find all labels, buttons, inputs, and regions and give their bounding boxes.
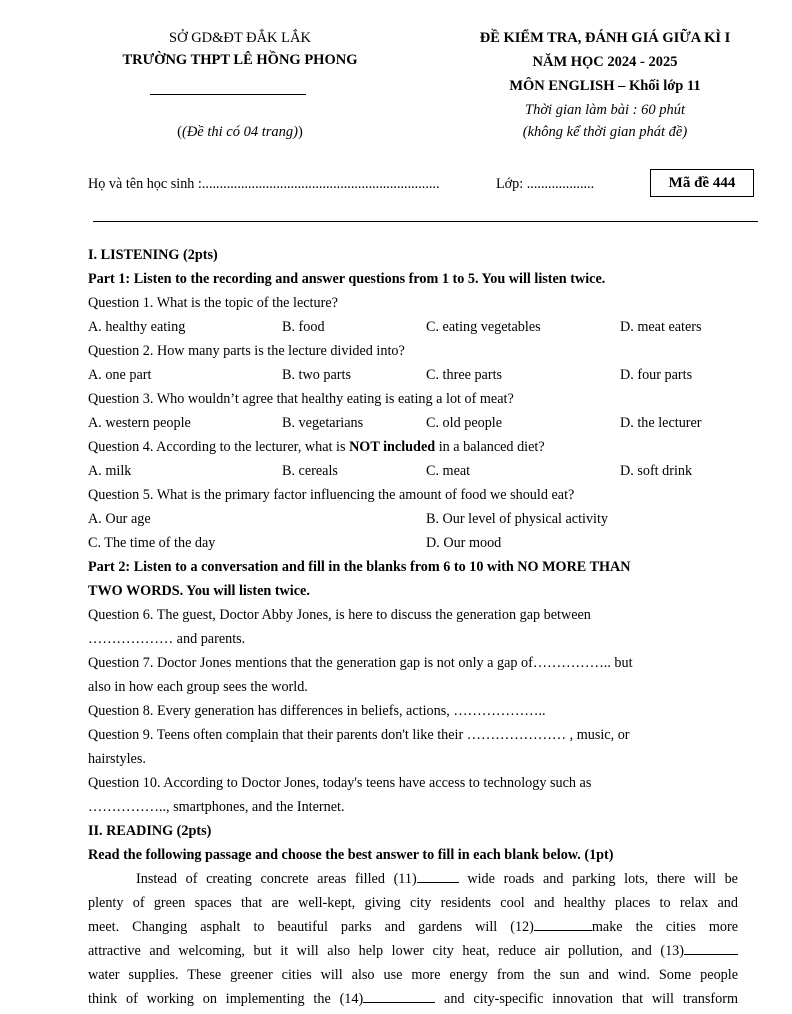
question-4-emphasis: NOT included [349,439,436,455]
page-count-note: ((Đề thi có 04 trang)) [177,124,303,140]
blank-13 [684,940,738,955]
question-10-line1: Question 10. According to Doctor Jones, today's teens have access to technology such as [88,775,592,791]
passage-text: meet. Changing asphalt to beautiful parks and gardens will (12) [88,919,534,935]
blank-11 [417,868,459,883]
option-c: C. old people [426,415,503,431]
passage-line-1 [88,867,738,891]
option-c: C. meat [426,463,471,479]
question-7-line2: also in how each group sees the world. [88,679,308,695]
question-4 [88,435,738,459]
question-1-options [88,315,738,339]
school-name: TRƯỜNG THPT LÊ HỒNG PHONG [122,52,358,68]
question-5: Question 5. What is the primary factor influencing the amount of food we should eat? [88,487,575,503]
question-9-line2: hairstyles. [88,751,146,767]
option-d: D. meat eaters [620,319,702,335]
passage-text: Instead of creating concrete areas filled (11) [136,871,417,887]
option-a: A. healthy eating [88,319,186,335]
question-2: Question 2. How many parts is the lecture divided into? [88,343,405,359]
option-b: B. cereals [282,463,338,479]
question-4-text-start: Question 4. According to the lecturer, what is [88,439,350,455]
question-6-line1: Question 6. The guest, Doctor Abby Jones, is here to discuss the generation gap between [88,607,591,623]
department-name: SỞ GD&ĐT ĐẮK LẮK [169,30,311,46]
part2-heading-line1: Part 2: Listen to a conversation and fill in the blanks from 6 to 10 with NO MORE THAN [88,559,631,575]
question-1: Question 1. What is the topic of the lecture? [88,295,338,311]
exam-content [88,243,738,1011]
subject-grade: MÔN ENGLISH – Khối lớp 11 [509,78,701,94]
question-3: Question 3. Who wouldn’t agree that healthy eating is eating a lot of meat? [88,391,514,407]
duration-note: (không kể thời gian phát đề) [522,124,688,140]
header-divider [93,221,758,222]
option-d: D. Our mood [426,535,502,551]
school-year: NĂM HỌC 2024 - 2025 [532,54,678,70]
option-c: C. eating vegetables [426,319,541,335]
passage-line-5: water supplies. These greener cities will also use more energy from the sun and wind. Some people [88,967,738,983]
question-4-text-end: in a balanced diet? [435,439,545,455]
part2-heading-line2: TWO WORDS. You will listen twice. [88,583,310,599]
exam-code-box: Mã đề 444 [650,169,754,197]
passage-text: and city-specific innovation that will transform [435,991,738,1007]
question-2-options [88,363,738,387]
option-a: A. milk [88,463,132,479]
header-divider-left [150,94,306,95]
student-name-field: Họ và tên học sinh :................................................................... [88,176,440,192]
part1-heading: Part 1: Listen to the recording and answer questions from 1 to 5. You will listen twice. [88,271,606,287]
reading-instruction: Read the following passage and choose the best answer to fill in each blank below. (1pt) [88,847,614,863]
passage-text: make the cities more [591,919,738,935]
option-a: A. Our age [88,511,151,527]
option-d: D. four parts [620,367,693,383]
page-count-text: (Đề thi có 04 trang) [182,124,298,140]
option-b: B. food [282,319,325,335]
option-c: C. three parts [426,367,503,383]
passage-line-6 [88,987,738,1011]
passage-text: think of working on implementing the (14) [88,991,364,1007]
question-6-line2: ……………… and parents. [88,631,246,647]
passage-text: attractive and welcoming, but it will also help lower city heat, reduce air pollution, and (13) [88,943,684,959]
question-4-options [88,459,738,483]
question-7-line1: Question 7. Doctor Jones mentions that the generation gap is not only a gap of…………….. but [88,655,633,671]
option-d: D. soft drink [620,463,693,479]
option-a: A. western people [88,415,191,431]
option-b: B. Our level of physical activity [426,511,609,527]
blank-12 [534,916,592,931]
question-5-options-ab [88,507,738,531]
question-3-options [88,411,738,435]
exam-duration: Thời gian làm bài : 60 phút [525,102,685,118]
option-a: A. one part [88,367,152,383]
option-c: C. The time of the day [88,535,216,551]
exam-title: ĐỀ KIỂM TRA, ĐÁNH GIÁ GIỮA KÌ I [479,30,731,46]
passage-text: wide roads and parking lots, there will be [458,871,738,887]
option-d: D. the lecturer [620,415,702,431]
question-8: Question 8. Every generation has differences in beliefs, actions, ……………….. [88,703,546,719]
passage-line-2: plenty of green spaces that are well-kept, giving city residents cool and healthy places to relax and [88,895,738,911]
listening-heading: I. LISTENING (2pts) [88,247,218,263]
question-9-line1: Question 9. Teens often complain that their parents don't like their ………………… , music, or [88,727,630,743]
blank-14 [363,988,435,1003]
option-b: B. vegetarians [282,415,364,431]
question-10-line2: …………….., smartphones, and the Internet. [88,799,345,815]
passage-line-3 [88,915,738,939]
question-5-options-cd [88,531,738,555]
passage-line-4 [88,939,738,963]
reading-heading: II. READING (2pts) [88,823,212,839]
option-b: B. two parts [282,367,351,383]
class-field: Lớp: ................... [496,176,595,192]
